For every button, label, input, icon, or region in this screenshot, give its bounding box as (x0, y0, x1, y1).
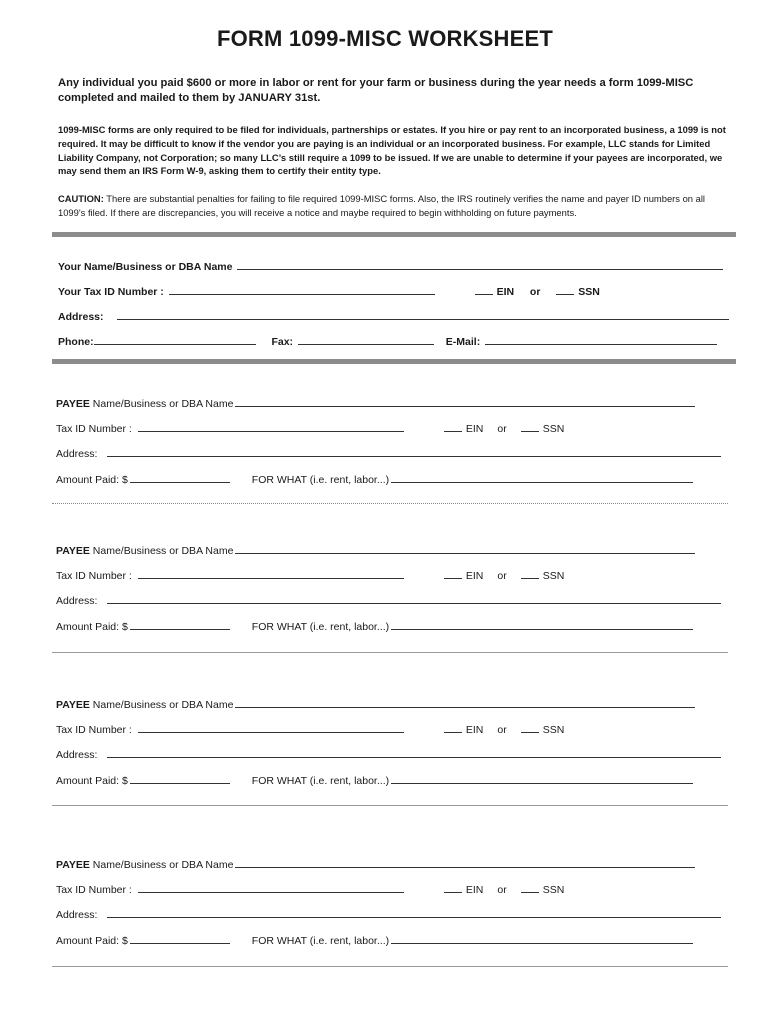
section-divider-payer (52, 359, 736, 364)
page-title: FORM 1099-MISC WORKSHEET (216, 26, 554, 51)
payee-amount-label: Amount Paid: $ (56, 621, 128, 633)
section-divider-top (52, 232, 736, 237)
payer-name-row (58, 258, 725, 272)
payee-tax-id-label: Tax ID Number : (56, 570, 132, 582)
payee-tax-id-field[interactable] (138, 721, 404, 733)
payee-ssn-label: SSN (542, 570, 565, 582)
payee-amount-field[interactable] (130, 932, 230, 944)
payee-name-field[interactable] (235, 856, 695, 868)
payer-ein-label: EIN (496, 286, 515, 298)
payer-tax-id-row (58, 283, 600, 297)
payee-amount-row (56, 772, 695, 786)
payee-separator (52, 966, 728, 967)
payee-tax-id-field[interactable] (138, 881, 404, 893)
payee-separator (52, 652, 728, 653)
payee-ssn-label: SSN (542, 423, 565, 435)
payer-or-label: or (529, 286, 541, 298)
payee-or-label: or (497, 724, 507, 736)
payee-address-row (56, 445, 723, 459)
payee-name-label: Name/Business or DBA Name (89, 859, 234, 871)
payee-name-label: Name/Business or DBA Name (89, 545, 234, 557)
payer-ssn-checkbox[interactable] (556, 283, 574, 295)
payee-name-row (56, 395, 697, 409)
payee-for-what-label: FOR WHAT (i.e. rent, labor...) (251, 775, 390, 787)
payee-or-label: or (497, 884, 507, 896)
intro-text: Any individual you paid $600 or more in labor or rent for your farm or business during the year needs a form 1099-MISC completed and mailed to them by JANUARY 31st. (58, 77, 694, 104)
payee-name-field[interactable] (235, 542, 695, 554)
payer-fax-field[interactable] (298, 333, 434, 345)
payee-address-row (56, 906, 723, 920)
payee-or-label: or (497, 570, 507, 582)
payer-address-field[interactable] (117, 308, 729, 320)
payer-phone-label: Phone: (58, 336, 94, 348)
payee-ein-checkbox[interactable] (444, 420, 462, 432)
payee-ssn-checkbox[interactable] (521, 420, 539, 432)
payee-address-field[interactable] (107, 445, 721, 457)
payee-tax-id-label: Tax ID Number : (56, 423, 132, 435)
caution-label: CAUTION: (58, 193, 104, 204)
payee-tax-id-row (56, 420, 564, 434)
payee-ein-checkbox[interactable] (444, 721, 462, 733)
payee-amount-label: Amount Paid: $ (56, 935, 128, 947)
payee-for-what-label: FOR WHAT (i.e. rent, labor...) (251, 621, 390, 633)
payee-ein-checkbox[interactable] (444, 567, 462, 579)
payee-for-what-field[interactable] (391, 471, 693, 483)
payee-address-label: Address: (56, 595, 98, 607)
payer-tax-id-label: Your Tax ID Number : (58, 286, 164, 298)
payee-amount-row (56, 932, 695, 946)
payee-separator (52, 503, 728, 504)
payee-tax-id-field[interactable] (138, 420, 404, 432)
payee-ssn-label: SSN (542, 724, 565, 736)
payee-ein-label: EIN (465, 423, 484, 435)
payer-name-field[interactable] (237, 258, 723, 270)
payee-for-what-label: FOR WHAT (i.e. rent, labor...) (251, 474, 390, 486)
payee-for-what-field[interactable] (391, 618, 693, 630)
payer-address-row (58, 308, 731, 322)
caution-text: There are substantial penalties for failing to file required 1099-MISC forms. Also, the IRS routinely verifies the name and payer ID numbers on all 1099's filed. If there are discrepancies, you will receive a notice and maybe required to begin withholding on future payments. (58, 193, 705, 218)
payer-email-field[interactable] (485, 333, 717, 345)
payee-tax-id-row (56, 721, 564, 735)
payee-amount-field[interactable] (130, 471, 230, 483)
payee-for-what-label: FOR WHAT (i.e. rent, labor...) (251, 935, 390, 947)
payee-word-label: PAYEE (56, 545, 90, 557)
payer-ssn-label: SSN (578, 286, 600, 298)
payee-amount-field[interactable] (130, 772, 230, 784)
payee-name-row (56, 856, 697, 870)
payee-for-what-field[interactable] (391, 772, 693, 784)
payee-address-field[interactable] (107, 906, 721, 918)
payee-name-field[interactable] (235, 395, 695, 407)
payee-amount-row (56, 471, 695, 485)
payee-separator (52, 805, 728, 806)
payee-ssn-checkbox[interactable] (521, 721, 539, 733)
payee-address-field[interactable] (107, 746, 721, 758)
payee-word-label: PAYEE (56, 859, 90, 871)
payee-word-label: PAYEE (56, 699, 90, 711)
payee-address-field[interactable] (107, 592, 721, 604)
payee-name-row (56, 542, 697, 556)
payee-amount-row (56, 618, 695, 632)
payer-name-label: Your Name/Business or DBA Name (58, 261, 233, 273)
payee-address-row (56, 746, 723, 760)
payee-or-label: or (497, 423, 507, 435)
payer-phone-field[interactable] (94, 333, 256, 345)
payee-tax-id-row (56, 881, 564, 895)
requirements-paragraph: 1099-MISC forms are only required to be filed for individuals, partnerships or estates. If you hire or pay rent to an incorporated business, a 1099 is not required. It may be difficult to know if the vendor you are paying is an individual or an incorporated business. For example, LLC stands for Limited Liability Company, not Corporation; so many LLC’s still require a 1099 to be issued. If we are unable to determine if your payees are incorporated, we may send them an IRS Form W-9, asking them to certify their entity type. (58, 124, 726, 177)
payee-address-label: Address: (56, 749, 98, 761)
payee-name-row (56, 696, 697, 710)
payee-name-label: Name/Business or DBA Name (89, 699, 234, 711)
payee-ein-label: EIN (465, 724, 484, 736)
payee-address-label: Address: (56, 448, 98, 460)
payee-ssn-checkbox[interactable] (521, 881, 539, 893)
payee-amount-label: Amount Paid: $ (56, 775, 128, 787)
payer-ein-checkbox[interactable] (475, 283, 493, 295)
payee-ein-label: EIN (465, 884, 484, 896)
payee-address-row (56, 592, 723, 606)
payer-fax-label: Fax: (271, 336, 294, 348)
payee-ein-label: EIN (465, 570, 484, 582)
payee-for-what-field[interactable] (391, 932, 693, 944)
payer-tax-id-field[interactable] (169, 283, 435, 295)
payee-tax-id-label: Tax ID Number : (56, 724, 132, 736)
payee-tax-id-field[interactable] (138, 567, 404, 579)
caution-paragraph (58, 192, 728, 220)
payee-word-label: PAYEE (56, 398, 90, 410)
payee-name-field[interactable] (235, 696, 695, 708)
payee-ein-checkbox[interactable] (444, 881, 462, 893)
payer-email-label: E-Mail: (445, 336, 481, 348)
payee-tax-id-label: Tax ID Number : (56, 884, 132, 896)
payee-ssn-label: SSN (542, 884, 565, 896)
payer-contact-row (58, 333, 719, 347)
payee-ssn-checkbox[interactable] (521, 567, 539, 579)
payer-address-label: Address: (58, 311, 104, 323)
payee-tax-id-row (56, 567, 564, 581)
payee-name-label: Name/Business or DBA Name (89, 398, 234, 410)
payee-amount-field[interactable] (130, 618, 230, 630)
payee-amount-label: Amount Paid: $ (56, 474, 128, 486)
payee-address-label: Address: (56, 909, 98, 921)
